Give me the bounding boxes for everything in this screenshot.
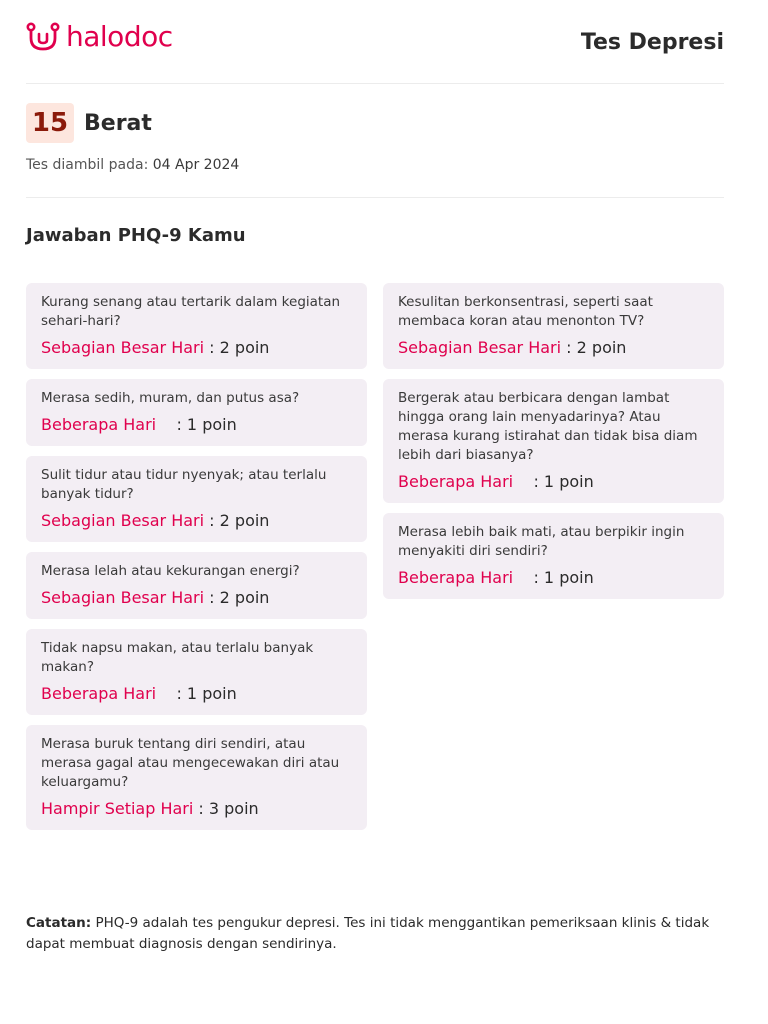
result-divider <box>26 197 724 198</box>
answer-line <box>41 414 353 436</box>
score-badge: 15 <box>26 103 74 143</box>
answer-card <box>26 629 367 715</box>
answer-points: : 1 poin <box>533 568 594 587</box>
answer-label: Sebagian Besar Hari <box>41 511 205 530</box>
answer-label: Sebagian Besar Hari <box>41 588 205 607</box>
question-text: Kesulitan berkonsentrasi, seperti saat membaca koran atau menonton TV? <box>398 294 653 329</box>
answer-points: : 1 poin <box>176 684 237 703</box>
header-divider <box>26 83 724 84</box>
answer-label: Beberapa Hari <box>41 684 157 703</box>
answer-points: : 2 poin <box>209 511 270 530</box>
test-date <box>26 157 239 173</box>
question-text: Bergerak atau berbicara dengan lambat hingga orang lain menyadarinya? Atau merasa kurang istirahat dan tidak bisa diam lebih dari biasanya? <box>398 390 698 463</box>
question-text: Kurang senang atau tertarik dalam kegiatan sehari-hari? <box>41 294 341 329</box>
brand-name: halodoc <box>66 20 173 53</box>
answer-label: Beberapa Hari <box>398 472 514 491</box>
answer-points: : 2 poin <box>209 338 270 357</box>
answer-card <box>383 513 724 599</box>
question-text: Merasa sedih, muram, dan putus asa? <box>41 390 300 406</box>
note-text: PHQ-9 adalah tes pengukur depresi. Tes ini tidak menggantikan pemeriksaan klinis & tidak dapat membuat diagnosis dengan sendirinya. <box>26 915 710 952</box>
question-text: Merasa lelah atau kekurangan energi? <box>41 563 300 579</box>
answer-label: Beberapa Hari <box>398 568 514 587</box>
date-label: Tes diambil pada: <box>26 157 149 173</box>
answer-card <box>26 456 367 542</box>
answer-points: : 3 poin <box>198 799 259 818</box>
answer-line <box>398 567 710 589</box>
answer-card <box>26 283 367 369</box>
date-value: 04 Apr 2024 <box>152 157 240 173</box>
answer-card <box>26 725 367 830</box>
question-text: Tidak napsu makan, atau terlalu banyak makan? <box>41 640 314 675</box>
answer-label: Sebagian Besar Hari <box>398 338 562 357</box>
question-text: Merasa buruk tentang diri sendiri, atau merasa gagal atau mengecewakan diri atau keluargamu? <box>41 736 340 790</box>
answer-label: Hampir Setiap Hari <box>41 799 194 818</box>
note-label: Catatan: <box>26 915 92 931</box>
answer-line <box>41 337 353 359</box>
answer-label: Sebagian Besar Hari <box>41 338 205 357</box>
stethoscope-icon <box>26 22 60 52</box>
answer-points: : 2 poin <box>566 338 627 357</box>
answer-line <box>41 587 353 609</box>
answer-card <box>383 283 724 369</box>
answer-line <box>41 683 353 705</box>
section-title: Jawaban PHQ-9 Kamu <box>26 225 246 246</box>
question-text: Merasa lebih baik mati, atau berpikir ingin menyakiti diri sendiri? <box>398 524 685 559</box>
answers-column-right <box>383 283 724 599</box>
answer-card <box>26 552 367 619</box>
answer-points: : 2 poin <box>209 588 270 607</box>
answer-line <box>41 510 353 532</box>
answer-points: : 1 poin <box>176 415 237 434</box>
answer-line <box>398 471 710 493</box>
question-text: Sulit tidur atau tidur nyenyak; atau terlalu banyak tidur? <box>41 467 327 502</box>
severity-label: Berat <box>84 110 152 136</box>
answer-points: : 1 poin <box>533 472 594 491</box>
score-row <box>26 103 152 143</box>
answer-line <box>41 798 353 820</box>
answers-column-left <box>26 283 367 830</box>
answer-line <box>398 337 710 359</box>
document-title: Tes Depresi <box>580 30 724 55</box>
header <box>26 22 724 66</box>
answer-card <box>26 379 367 446</box>
disclaimer-note <box>26 913 726 955</box>
answer-label: Beberapa Hari <box>41 415 157 434</box>
answer-card <box>383 379 724 503</box>
halodoc-logo <box>26 22 173 52</box>
